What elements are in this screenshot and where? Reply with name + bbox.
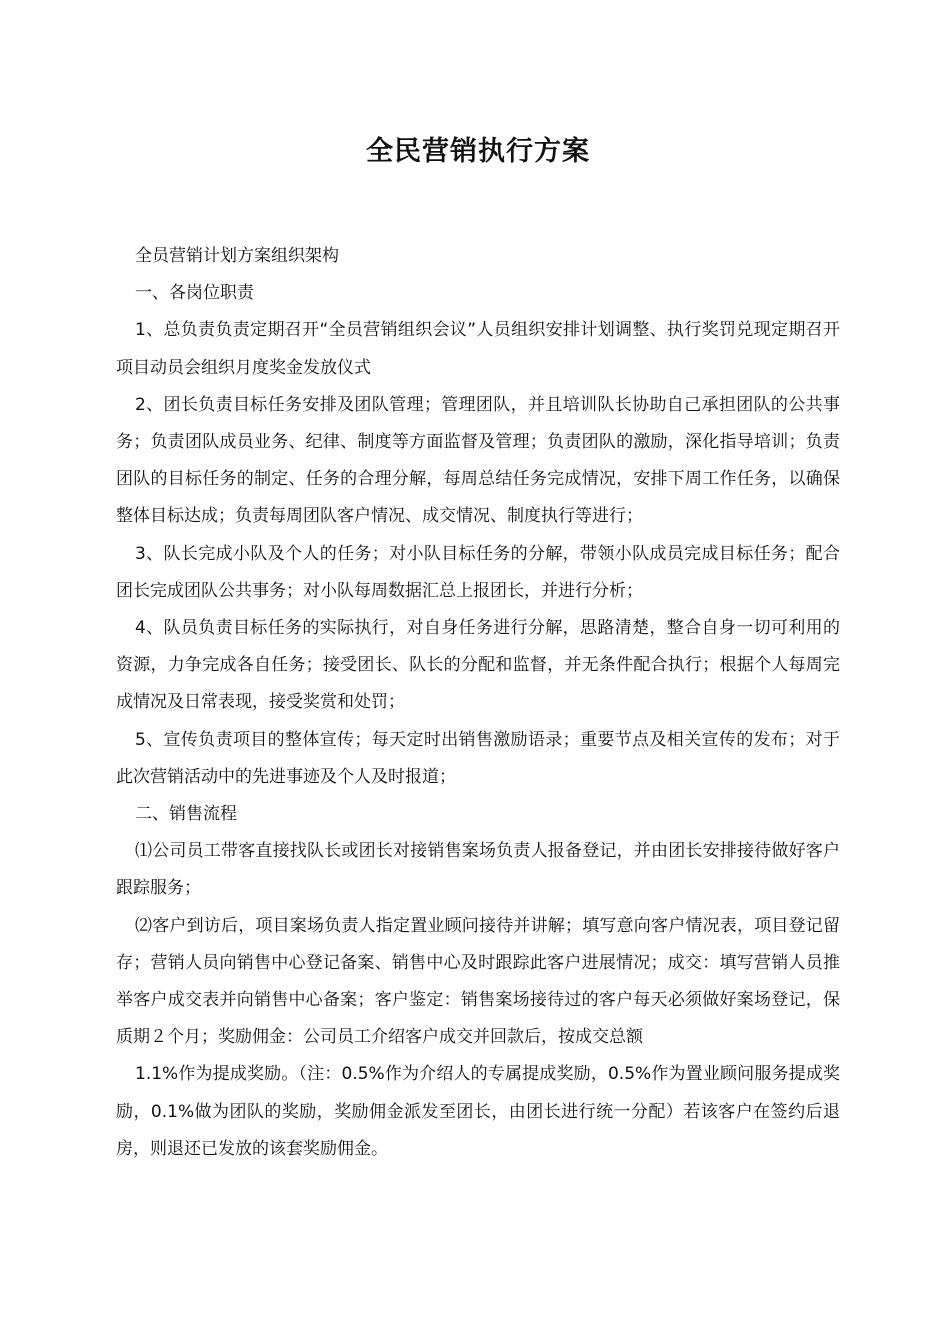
section-heading-sales-process: 二、销售流程 bbox=[135, 804, 237, 825]
paragraph-item-2: 2、团长负责目标任务安排及团队管理；管理团队，并且培训队长协助自己承担团队的公共事务；负责团队成员业务、纪律、制度等方面监督及管理；负责团队的激励，深化指导培训；负责团队的目标任务的制定、任务的合理分解，每周总结任务完成情况，安排下周工作任务，以确保整体目标达成；负责每周团队客户情况、成交情况、制度执行等进行； bbox=[116, 394, 840, 527]
paragraph-step-2: ⑵客户到访后，项目案场负责人指定置业顾问接待并讲解；填写意向客户情况表，项目登记留存；营销人员向销售中心登记备案、销售中心及时跟踪此客户进展情况；成交：填写营销人员推举客户成交表并向销售中心备案；客户鉴定：销售案场接待过的客户每天必须做好案场登记，保质期２个月；奖励佣金：公司员工介绍客户成交并回款后，按成交总额 bbox=[116, 915, 840, 1048]
section-heading-responsibilities: 一、各岗位职责 bbox=[135, 283, 254, 304]
page-title: 全民营销执行方案 bbox=[366, 136, 590, 167]
paragraph-item-4: 4、队员负责目标任务的实际执行，对自身任务进行分解，思路清楚，整合自身一切可利用的资源，力争完成各自任务；接受团长、队长的分配和监督，并无条件配合执行；根据个人每周完成情况及日常表现，接受奖赏和处罚； bbox=[116, 618, 840, 713]
paragraph-org-structure: 全员营销计划方案组织架构 bbox=[135, 246, 339, 266]
paragraph-item-1: 1、总负责负责定期召开“全员营销组织会议”人员组织安排计划调整、执行奖罚兑现定期召开项目动员会组织月度奖金发放仪式 bbox=[116, 320, 840, 378]
document-body bbox=[116, 238, 840, 1168]
paragraph-item-5: 5、宣传负责项目的整体宣传；每天定时出销售激励语录；重要节点及相关宣传的发布；对于此次营销活动中的先进事迹及个人及时报道； bbox=[116, 729, 840, 787]
paragraph-commission: 1.1%作为提成奖励。（注：0.5%作为介绍人的专属提成奖励，0.5%作为置业顾问服务提成奖励，0.1%做为团队的奖励，奖励佣金派发至团长，由团长进行统一分配）若该客户在签约后退房，则退还已发放的该套奖励佣金。 bbox=[116, 1064, 840, 1159]
paragraph-item-3: 3、队长完成小队及个人的任务；对小队目标任务的分解，带领小队成员完成目标任务；配合团长完成团队公共事务；对小队每周数据汇总上报团长，并进行分析； bbox=[116, 543, 840, 601]
paragraph-step-1: ⑴公司员工带客直接找队长或团长对接销售案场负责人报备登记，并由团长安排接待做好客户跟踪服务； bbox=[116, 841, 840, 899]
